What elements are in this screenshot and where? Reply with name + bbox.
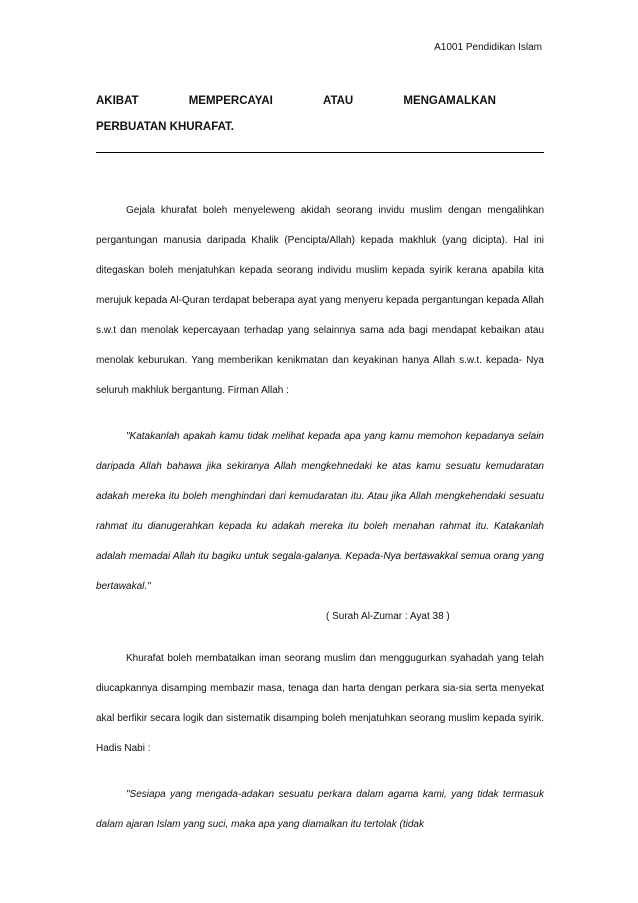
title-divider [96, 152, 544, 153]
paragraph-intro: Gejala khurafat boleh menyeleweng akidah seorang invidu muslim dengan mengalihkan pergantungan manusia daripada Khalik (Pencipta/Allah) kepada makhluk (yang dicipta). Hal ini ditegaskan boleh menjatuhkan kepada seorang individu muslim kepada syirik kerana apabila kita merujuk kepada Al-Quran terdapat beberapa ayat yang menyeru kepada pergantungan kepada Allah s.w.t dan menolak kepercayaan terhadap yang selainnya sama ada bagi mendapat kebaikan atau menolak keburukan. Yang memberikan kenikmatan dan keyakinan hanya Allah s.w.t. kepada- Nya seluruh makhluk bergantung. Firman Allah : [96, 205, 544, 396]
title-word: MENGAMALKAN [403, 95, 496, 107]
quote-source: ( Surah Al-Zumar : Ayat 38 ) [326, 611, 450, 622]
title-word: AKIBAT [96, 95, 139, 107]
quran-quote: "Katakanlah apakah kamu tidak melihat kepada apa yang kamu memohon kepadanya selain daripada Allah bahawa jika sekiranya Allah mengkehnedaki ke atas kamu sesuatu kemudaratan adakah mereka itu boleh menghindari dari kemudaratan itu. Atau jika Allah mengkehendaki sesuatu rahmat itu dianugerahkan kepada ku adakah mereka itu boleh menahan rahmat itu. Katakanlah adalah memadai Allah itu bagiku untuk segala-galanya. Kepada-Nya bertawakkal semua orang yang bertawakal." [96, 431, 544, 592]
title-word: ATAU [323, 95, 354, 107]
title-line-1 [96, 88, 544, 114]
document-title [96, 88, 544, 140]
title-line-2: PERBUATAN KHURAFAT. [96, 121, 234, 133]
title-word: MEMPERCAYAI [188, 95, 273, 107]
hadith-quote: "Sesiapa yang mengada-adakan sesuatu perkara dalam agama kami, yang tidak termasuk dalam ajaran Islam yang suci, maka apa yang diamalkan itu tertolak (tidak [96, 789, 544, 830]
paragraph-khurafat: Khurafat boleh membatalkan iman seorang muslim dan menggugurkan syahadah yang telah diucapkannya disamping membazir masa, tenaga dan harta dengan perkara sia-sia serta menyekat akal berfikir secara logik dan sistematik disamping boleh menjatuhkan seorang muslim kepada syirik. Hadis Nabi : [96, 653, 544, 754]
document-body [96, 196, 544, 840]
page-header: A1001 Pendidikan Islam [434, 42, 542, 53]
